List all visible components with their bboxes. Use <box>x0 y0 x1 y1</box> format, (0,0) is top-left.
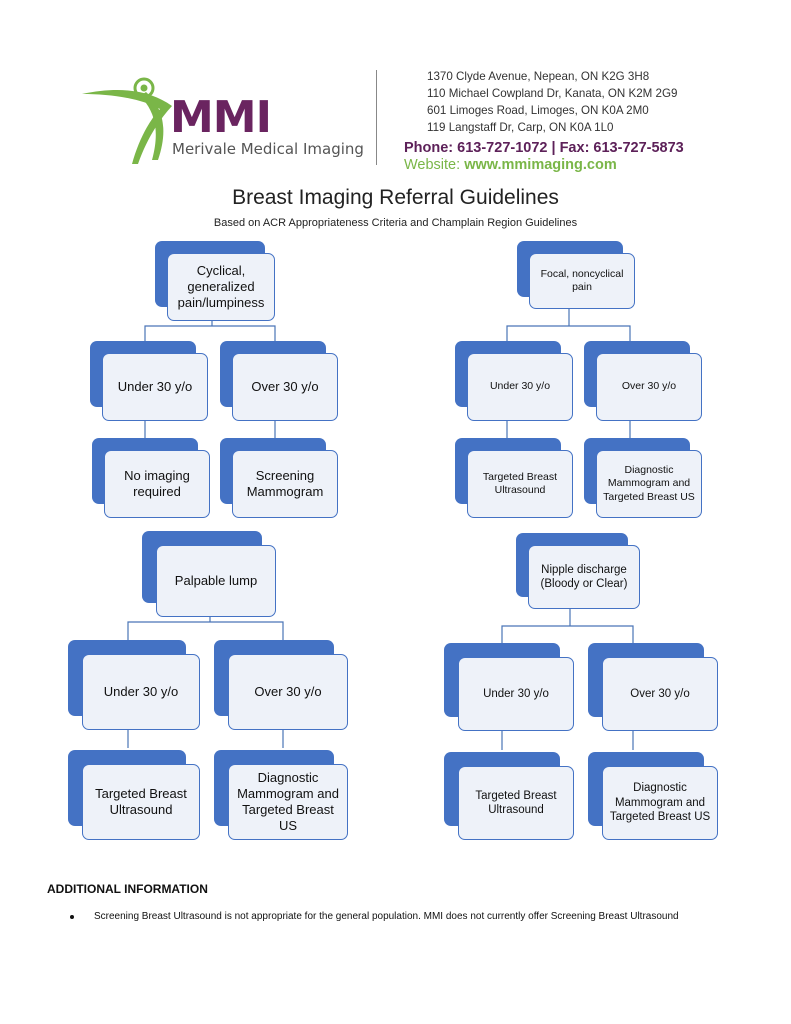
node-label: Palpable lump <box>156 545 276 617</box>
flowchart-result-node <box>92 438 210 518</box>
node-label: Focal, noncyclical pain <box>529 253 635 309</box>
flowchart-result-node <box>455 438 573 518</box>
page-subtitle: Based on ACR Appropriateness Criteria and Champlain Region Guidelines <box>213 217 578 229</box>
website-link[interactable]: www.mmimaging.com <box>464 157 617 173</box>
flowchart-age-node <box>455 341 573 421</box>
logo-subtitle: Merivale Medical Imaging <box>172 140 364 158</box>
flowchart-result-node <box>444 752 574 840</box>
node-label: Under 30 y/o <box>458 657 574 731</box>
node-label: Diagnostic Mammogram and Targeted Breast US <box>228 764 348 840</box>
node-label: Over 30 y/o <box>596 353 702 421</box>
node-label: Over 30 y/o <box>228 654 348 730</box>
flowchart-result-node <box>68 750 200 840</box>
node-label: Targeted Breast Ultrasound <box>467 450 573 518</box>
flowchart-age-node <box>90 341 208 421</box>
node-label: Over 30 y/o <box>232 353 338 421</box>
flowchart-root-node <box>142 531 276 617</box>
address-line: 119 Langstaff Dr, Carp, ON K0A 1L0 <box>427 121 614 134</box>
node-label: Diagnostic Mammogram and Targeted Breast US <box>596 450 702 518</box>
flowchart-age-node <box>220 341 338 421</box>
flowchart-age-node <box>68 640 200 730</box>
node-label: Under 30 y/o <box>467 353 573 421</box>
node-label: Diagnostic Mammogram and Targeted Breast US <box>602 766 718 840</box>
flowchart-root-node <box>155 241 275 321</box>
node-label: Cyclical, generalized pain/lumpiness <box>167 253 275 321</box>
additional-info-bullet: Screening Breast Ultrasound is not appropriate for the general population. MMI does not currently offer Screening Breast Ultrasound <box>94 911 679 922</box>
address-line: 601 Limoges Road, Limoges, ON K0A 2M0 <box>427 104 649 117</box>
flowchart-root-node <box>516 533 640 609</box>
bullet-icon <box>70 915 74 919</box>
node-label: Targeted Breast Ultrasound <box>82 764 200 840</box>
flowchart-result-node <box>588 752 718 840</box>
flowchart-age-node <box>588 643 718 731</box>
flowchart-root-node <box>517 241 635 309</box>
page-title: Breast Imaging Referral Guidelines <box>232 186 559 209</box>
additional-info-heading: ADDITIONAL INFORMATION <box>47 882 208 896</box>
phone-fax: Phone: 613-727-1072 | Fax: 613-727-5873 <box>404 140 684 156</box>
address-line: 1370 Clyde Avenue, Nepean, ON K2G 3H8 <box>427 70 650 83</box>
website-label: Website: <box>404 157 465 173</box>
flowchart-age-node <box>444 643 574 731</box>
node-label: Over 30 y/o <box>602 657 718 731</box>
flowchart-result-node <box>214 750 348 840</box>
node-label: Nipple discharge (Bloody or Clear) <box>528 545 640 609</box>
logo-wordmark: MMI <box>170 92 271 143</box>
flowchart-age-node <box>584 341 702 421</box>
flowchart-result-node <box>220 438 338 518</box>
flowchart-age-node <box>214 640 348 730</box>
node-label: Under 30 y/o <box>102 353 208 421</box>
node-label: Screening Mammogram <box>232 450 338 518</box>
address-line: 110 Michael Cowpland Dr, Kanata, ON K2M 2G9 <box>427 87 678 100</box>
node-label: Under 30 y/o <box>82 654 200 730</box>
flowchart-result-node <box>584 438 702 518</box>
node-label: No imaging required <box>104 450 210 518</box>
node-label: Targeted Breast Ultrasound <box>458 766 574 840</box>
